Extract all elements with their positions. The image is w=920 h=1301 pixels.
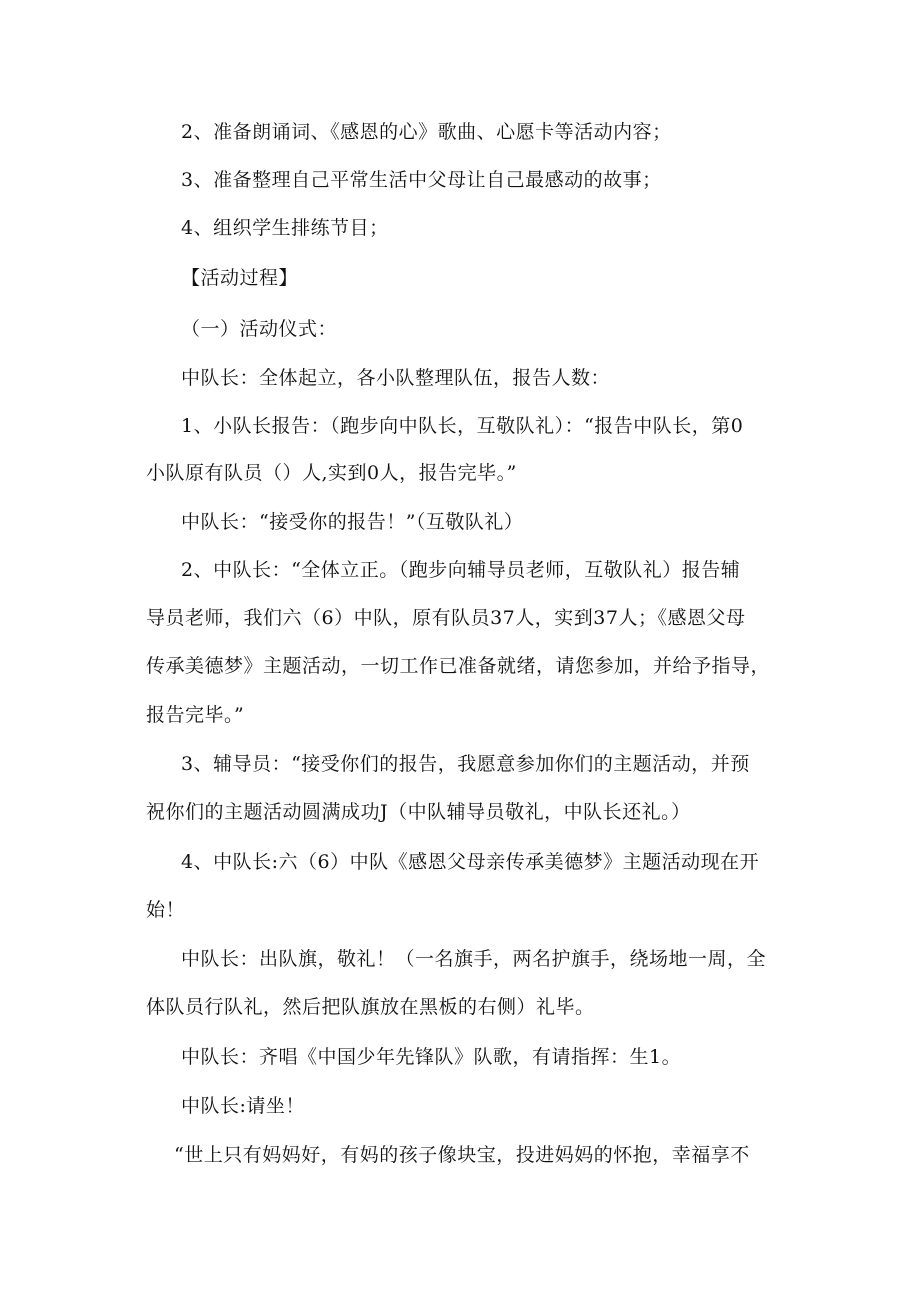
paragraph-line: 体队员行队礼，然后把队旗放在黑板的右侧）礼毕。 [146, 996, 595, 1018]
paragraph-line: 祝你们的主题活动圆满成功J（中队辅导员敬礼，中队长还礼。） [146, 801, 691, 823]
paragraph-line: 1、小队长报告：（跑步向中队长，互敬队礼）：“报告中队长，第0 [181, 415, 744, 437]
paragraph-line: 小队原有队员（）人,实到0人，报告完毕。” [146, 462, 517, 484]
paragraph-line: 3、辅导员：“接受你们的报告，我愿意参加你们的主题活动，并预 [181, 753, 750, 775]
paragraph-line: 中队长：全体起立，各小队整理队伍，报告人数： [181, 367, 611, 389]
paragraph-line: 中队长：齐唱《中国少年先锋队》队歌，有请指挥：生1。 [181, 1046, 682, 1068]
paragraph-line: 中队长:请坐！ [181, 1095, 305, 1117]
paragraph-line: 中队长：出队旗，敬礼！（一名旗手，两名护旗手，绕场地一周，全 [181, 948, 767, 970]
section-heading: 【活动过程】 [181, 267, 299, 289]
paragraph-line: 2、准备朗诵词、《感恩的心》歌曲、心愿卡等活动内容； [181, 121, 672, 143]
paragraph-line: 报告完毕。” [146, 704, 245, 726]
paragraph-line: 4、中队长:六（6）中队《感恩父母亲传承美德梦》主题活动现在开 [181, 851, 760, 873]
paragraph-line: 2、中队长：“全体立正。（跑步向辅导员老师，互敬队礼）报告辅 [181, 559, 741, 581]
paragraph-line: 导员老师，我们六（6）中队，原有队员37人，实到37人；《感恩父母 [146, 607, 746, 629]
paragraph-line: 4、组织学生排练节目； [181, 217, 389, 239]
paragraph-line: 传承美德梦》主题活动，一切工作已准备就绪，请您参加，并给予指导， [146, 655, 771, 677]
paragraph-line: 3、准备整理自己平常生活中父母让自己最感动的故事； [181, 169, 662, 191]
paragraph-line: 中队长：“接受你的报告！”（互敬队礼） [181, 511, 524, 533]
paragraph-line: “世上只有妈妈好，有妈的孩子像块宝，投进妈妈的怀抱，幸福享不 [174, 1144, 750, 1166]
paragraph-line: 始！ [146, 899, 186, 921]
subsection-heading: （一）活动仪式： [181, 318, 338, 340]
